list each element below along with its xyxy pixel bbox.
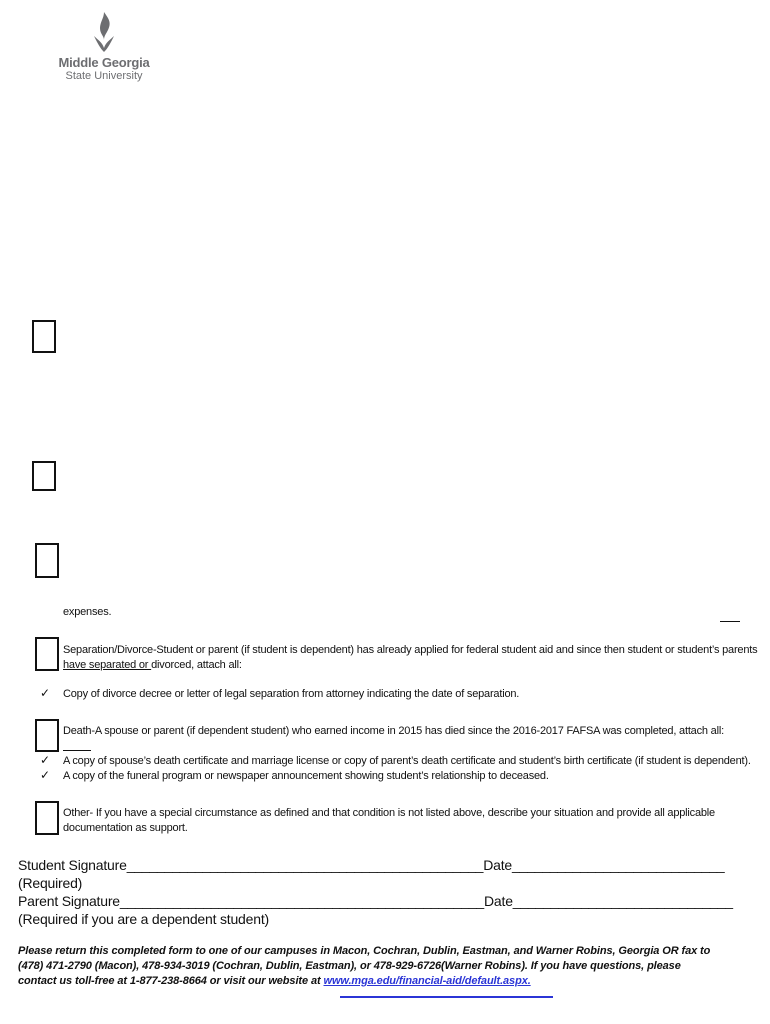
university-logo	[52, 10, 156, 90]
website-link[interactable]: www.mga.edu/financial-aid/default.aspx.	[323, 975, 531, 987]
student-date-line[interactable]: ____________________________	[512, 857, 725, 873]
parent-signature-label: Parent Signature	[18, 893, 120, 909]
parent-signature-row	[18, 892, 733, 910]
death-text: Death-A spouse or parent (if dependent student) who earned income in 2015 has died since the 2016-2017 FAFSA was completed, attach all:	[63, 725, 724, 737]
flame-logo-icon	[90, 10, 118, 54]
death-check-2: A copy of the funeral program or newspaper announcement showing student’s relationship to deceased.	[63, 770, 549, 782]
date-label: Date	[483, 857, 513, 873]
other-line-1: Other- If you have a special circumstance as defined and that condition is not listed above, describe your situation and provide all applicable	[63, 807, 715, 819]
other-line-2: documentation as support.	[63, 822, 188, 834]
other-checkbox[interactable]	[35, 801, 59, 835]
checkbox-1[interactable]	[32, 320, 56, 353]
death-checkbox[interactable]	[35, 719, 59, 752]
parent-date-line[interactable]: _____________________________	[512, 893, 733, 909]
separation-text	[63, 643, 758, 673]
death-check-1: A copy of spouse’s death certificate and marriage license or copy of parent’s death certificate and student’s birth certificate (if student is dependent).	[63, 755, 751, 767]
footer-instructions	[18, 944, 710, 989]
student-signature-row	[18, 856, 724, 874]
checkmark-icon: ✓	[40, 753, 51, 767]
separation-check-1: Copy of divorce decree or letter of legal separation from attorney indicating the date of separation.	[63, 688, 520, 700]
link-underline	[340, 996, 553, 998]
separation-checkbox[interactable]	[35, 637, 59, 671]
logo-line-1: Middle Georgia	[58, 55, 150, 70]
logo-line-2: State University	[65, 70, 143, 82]
footer-line-2: (478) 471-2790 (Macon), 478-934-3019 (Cochran, Dublin, Eastman), or 478-929-6726(Warner Robins). If you have questions, please	[18, 960, 681, 972]
date-label: Date	[484, 893, 513, 909]
separation-line-2: divorced, attach all:	[151, 659, 242, 671]
footer-line-3: contact us toll-free at 1-877-238-8664 or visit our website at	[18, 975, 324, 987]
checkbox-3[interactable]	[35, 543, 59, 578]
other-text	[63, 806, 715, 836]
checkmark-icon: ✓	[40, 768, 51, 782]
student-signature-label: Student Signature	[18, 857, 127, 873]
footer-line-1: Please return this completed form to one of our campuses in Macon, Cochran, Dublin, Eastman, and Warner Robins, Georgia OR fax to	[18, 945, 711, 957]
checkmark-icon: ✓	[40, 686, 51, 700]
student-signature-line[interactable]: _______________________________________________	[126, 857, 484, 873]
checkbox-2[interactable]	[32, 461, 56, 491]
blank-line	[720, 621, 740, 622]
separation-underlined: have separated or	[63, 659, 152, 671]
parent-signature-line[interactable]: ________________________________________________	[119, 893, 485, 909]
required-note: (Required)	[18, 875, 83, 891]
parent-required-note: (Required if you are a dependent student)	[18, 911, 269, 927]
expenses-text: expenses.	[63, 606, 112, 618]
blank-line	[63, 750, 91, 751]
separation-line-1: Separation/Divorce-Student or parent (if student is dependent) has already applied for federal student aid and since then student or student’s parents	[63, 644, 758, 656]
